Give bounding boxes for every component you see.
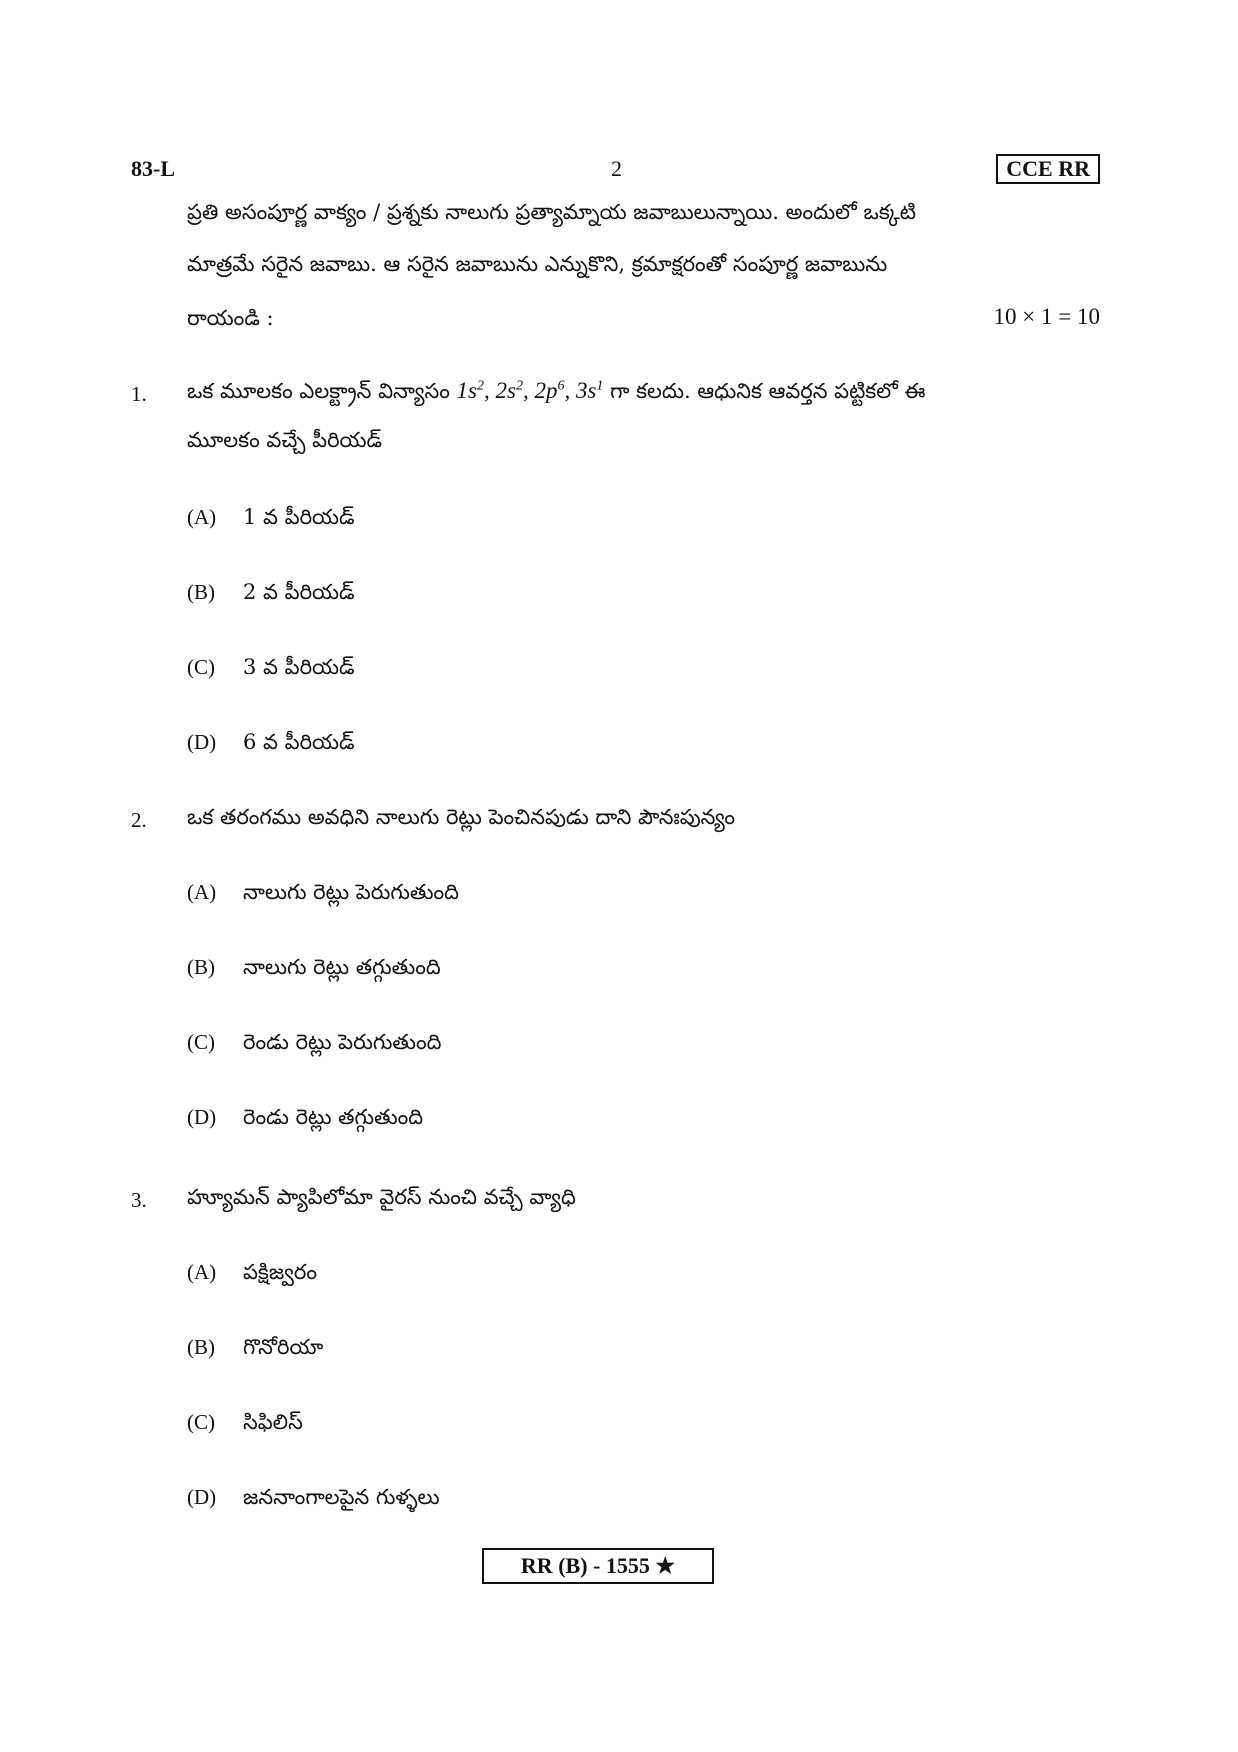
option-label: (A) [187,1260,217,1284]
question-number: 1. [131,382,147,406]
option-text: 2 వ పీరియడ్ [243,580,355,604]
option [187,1030,441,1060]
config-term: 1s [456,378,477,403]
config-exponent: 6 [557,378,565,394]
instruction-line-3: రాయండి : [187,306,274,330]
question-text-line: మూలకం వచ్చే పీరియడ్ [187,428,383,452]
option [187,1485,440,1515]
page-header [131,156,1100,188]
config-exponent: 2 [515,378,523,394]
electron-configuration [457,378,604,403]
config-term: , 2s [483,378,516,403]
question-text-part: ఒక మూలకం ఎలక్ట్రాన్ విన్యాసం [187,379,457,403]
option-text: రెండు రెట్లు పెరుగుతుంది [243,1030,442,1054]
option-text: సిఫిలిస్ [243,1410,303,1434]
option [187,655,355,685]
option-label: (C) [187,655,215,679]
page-number: 2 [611,156,622,181]
option-text: జననాంగాలపైన గుళ్ళలు [243,1485,440,1509]
config-term: , 3s [564,378,597,403]
question-text: ఒక తరంగము అవధిని నాలుగు రెట్లు పెంచినపుడు దాని పౌనఃపున్యం [187,805,735,829]
instruction-line-1: ప్రతి అసంపూర్ణ వాక్యం / ప్రశ్నకు నాలుగు ప్రత్యామ్నాయ జవాబులున్నాయి. అందులో ఒక్కటి [187,200,916,224]
option [187,880,459,910]
option-text: 6 వ పీరియడ్ [243,730,355,754]
paper-code: 83-L [131,156,175,181]
config-exponent: 1 [596,378,604,394]
option [187,955,441,985]
option-label: (D) [187,1105,217,1129]
option [187,730,355,760]
instruction-line-2: మాత్రమే సరైన జవాబు. ఆ సరైన జవాబును ఎన్నుకొని, క్రమాక్షరంతో సంపూర్ణ జవాబును [187,252,888,276]
option [187,1410,303,1440]
option-label: (D) [187,1485,217,1509]
option-text: 3 వ పీరియడ్ [243,655,355,679]
option [187,505,355,535]
option-label: (B) [187,580,215,604]
scheme-box: CCE RR [996,154,1100,184]
option [187,1335,323,1365]
config-term: , 2p [522,378,558,403]
option [187,1105,423,1135]
option-label: (C) [187,1030,215,1054]
question-text: హ్యూమన్ ప్యాపిలోమా వైరస్ నుంచి వచ్చే వ్యాధి [187,1185,576,1209]
option-text: నాలుగు రెట్లు పెరుగుతుంది [243,880,459,904]
question-number: 3. [131,1188,147,1212]
option-label: (B) [187,955,215,979]
option-label: (A) [187,505,217,529]
footer-code-box: RR (B) - 1555 ★ [482,1548,714,1584]
option-text: పక్షిజ్వరం [243,1260,317,1284]
option-text: 1 వ పీరియడ్ [243,505,355,529]
marks-allocation: 10 × 1 = 10 [993,304,1100,329]
option [187,580,355,610]
option-text: రెండు రెట్లు తగ్గుతుంది [243,1105,424,1129]
option [187,1260,317,1290]
config-exponent: 2 [476,378,484,394]
question-number: 2. [131,808,147,832]
option-label: (A) [187,880,217,904]
option-label: (D) [187,730,217,754]
option-text: నాలుగు రెట్లు తగ్గుతుంది [243,955,441,979]
option-label: (B) [187,1335,215,1359]
question-text [187,378,925,409]
question-text-part: గా కలదు. ఆధునిక ఆవర్తన పట్టికలో ఈ [603,379,926,403]
option-text: గొనోరియా [243,1335,324,1359]
option-label: (C) [187,1410,215,1434]
